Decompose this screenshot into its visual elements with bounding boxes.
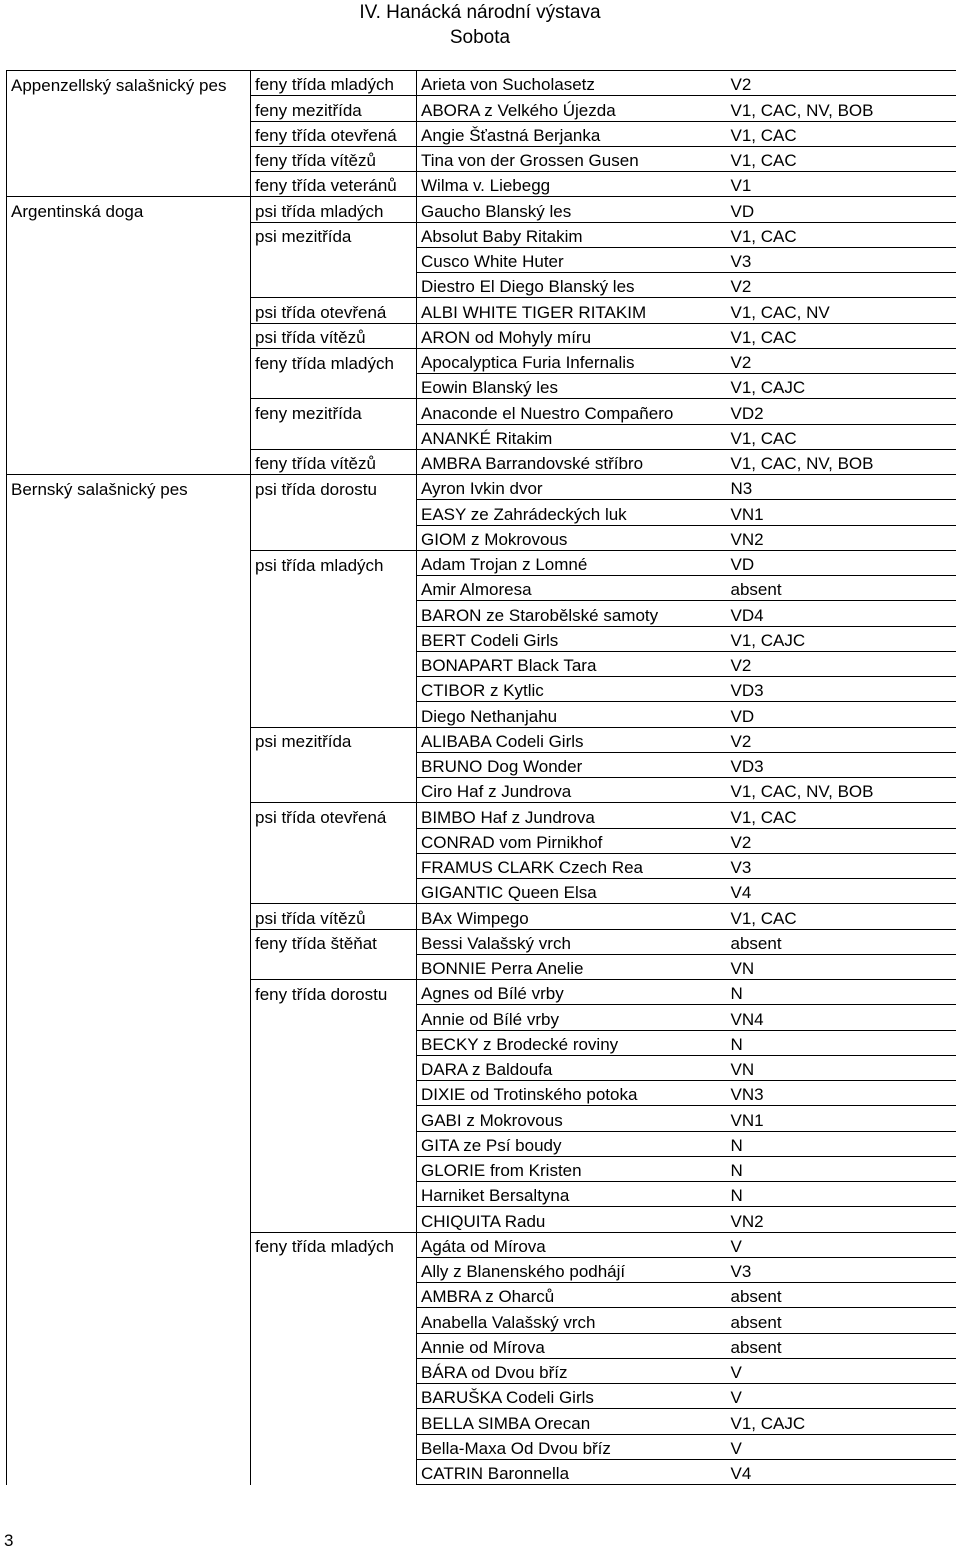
result-cell: V1, CAC bbox=[727, 146, 956, 171]
table-row bbox=[7, 1409, 956, 1434]
breed-cell bbox=[7, 298, 251, 323]
class-cell bbox=[251, 1409, 417, 1434]
table-row bbox=[7, 727, 956, 752]
result-cell: V1, CAJC bbox=[727, 626, 956, 651]
results-table-body bbox=[7, 71, 956, 1485]
class-cell: psi třída mladých bbox=[251, 197, 417, 222]
table-row bbox=[7, 475, 956, 500]
table-row bbox=[7, 1308, 956, 1333]
dog-name-cell: Wilma v. Liebegg bbox=[417, 172, 727, 197]
breed-cell bbox=[7, 1156, 251, 1181]
class-cell: psi třída vítězů bbox=[251, 323, 417, 348]
table-row bbox=[7, 500, 956, 525]
dog-name-cell: Harniket Bersaltyna bbox=[417, 1182, 727, 1207]
result-cell: V3 bbox=[727, 247, 956, 272]
class-cell bbox=[251, 1308, 417, 1333]
table-row bbox=[7, 1333, 956, 1358]
result-cell: V bbox=[727, 1434, 956, 1459]
result-cell: VD3 bbox=[727, 752, 956, 777]
table-row bbox=[7, 374, 956, 399]
class-cell: psi třída vítězů bbox=[251, 904, 417, 929]
result-cell: V1, CAC, NV bbox=[727, 298, 956, 323]
result-cell: VD bbox=[727, 702, 956, 727]
result-cell: VN bbox=[727, 954, 956, 979]
dog-name-cell: Agáta od Mírova bbox=[417, 1232, 727, 1257]
table-row bbox=[7, 1257, 956, 1282]
result-cell: V1, CAC bbox=[727, 424, 956, 449]
table-row bbox=[7, 1106, 956, 1131]
result-cell: N bbox=[727, 1182, 956, 1207]
breed-cell bbox=[7, 1257, 251, 1282]
dog-name-cell: CONRAD vom Pirnikhof bbox=[417, 828, 727, 853]
class-cell: feny třída mladých bbox=[251, 1232, 417, 1257]
breed-cell bbox=[7, 247, 251, 272]
page-number: 3 bbox=[4, 1531, 14, 1550]
class-cell: psi mezitřída bbox=[251, 222, 417, 247]
breed-cell: Bernský salašnický pes bbox=[7, 475, 251, 500]
class-cell bbox=[251, 1081, 417, 1106]
class-cell bbox=[251, 1106, 417, 1131]
class-cell bbox=[251, 1434, 417, 1459]
dog-name-cell: DIXIE od Trotinského potoka bbox=[417, 1081, 727, 1106]
result-cell: VN4 bbox=[727, 1005, 956, 1030]
class-cell bbox=[251, 702, 417, 727]
breed-cell bbox=[7, 1207, 251, 1232]
table-row bbox=[7, 980, 956, 1005]
table-row bbox=[7, 879, 956, 904]
result-cell: N bbox=[727, 1131, 956, 1156]
dog-name-cell: Ally z Blanenského podhájí bbox=[417, 1257, 727, 1282]
dog-name-cell: GIOM z Mokrovous bbox=[417, 525, 727, 550]
class-cell bbox=[251, 1182, 417, 1207]
result-cell: N bbox=[727, 1030, 956, 1055]
result-cell: V3 bbox=[727, 1257, 956, 1282]
table-row bbox=[7, 778, 956, 803]
breed-cell bbox=[7, 954, 251, 979]
dog-name-cell: Agnes od Bílé vrby bbox=[417, 980, 727, 1005]
result-cell: V1, CAC, NV, BOB bbox=[727, 449, 956, 474]
result-cell: absent bbox=[727, 1283, 956, 1308]
class-cell: feny třída veteránů bbox=[251, 172, 417, 197]
class-cell: psi třída otevřená bbox=[251, 298, 417, 323]
class-cell bbox=[251, 1156, 417, 1181]
table-row bbox=[7, 449, 956, 474]
breed-cell bbox=[7, 1106, 251, 1131]
result-cell: V1, CAC bbox=[727, 222, 956, 247]
dog-name-cell: BELLA SIMBA Orecan bbox=[417, 1409, 727, 1434]
breed-cell bbox=[7, 929, 251, 954]
table-row bbox=[7, 1055, 956, 1080]
class-cell bbox=[251, 1333, 417, 1358]
class-cell: feny třída mladých bbox=[251, 71, 417, 96]
breed-cell bbox=[7, 1081, 251, 1106]
result-cell: V2 bbox=[727, 727, 956, 752]
dog-name-cell: GITA ze Psí boudy bbox=[417, 1131, 727, 1156]
breed-cell bbox=[7, 651, 251, 676]
table-row bbox=[7, 576, 956, 601]
breed-cell bbox=[7, 601, 251, 626]
dog-name-cell: Bessi Valašský vrch bbox=[417, 929, 727, 954]
table-row bbox=[7, 828, 956, 853]
dog-name-cell: BARUŠKA Codeli Girls bbox=[417, 1384, 727, 1409]
breed-cell bbox=[7, 1182, 251, 1207]
dog-name-cell: Amir Almoresa bbox=[417, 576, 727, 601]
breed-cell bbox=[7, 348, 251, 373]
result-cell: VD4 bbox=[727, 601, 956, 626]
breed-cell bbox=[7, 1459, 251, 1484]
result-cell: VD2 bbox=[727, 399, 956, 424]
breed-cell bbox=[7, 146, 251, 171]
result-cell: V1, CAC bbox=[727, 803, 956, 828]
class-cell bbox=[251, 1384, 417, 1409]
result-cell: VD3 bbox=[727, 677, 956, 702]
class-cell: feny mezitřída bbox=[251, 96, 417, 121]
class-cell bbox=[251, 778, 417, 803]
class-cell bbox=[251, 752, 417, 777]
breed-cell bbox=[7, 576, 251, 601]
result-cell: V2 bbox=[727, 828, 956, 853]
breed-cell bbox=[7, 449, 251, 474]
dog-name-cell: Absolut Baby Ritakim bbox=[417, 222, 727, 247]
class-cell bbox=[251, 1283, 417, 1308]
class-cell: feny třída dorostu bbox=[251, 980, 417, 1005]
breed-cell bbox=[7, 626, 251, 651]
dog-name-cell: BAx Wimpego bbox=[417, 904, 727, 929]
table-row bbox=[7, 1459, 956, 1484]
table-row bbox=[7, 96, 956, 121]
table-row bbox=[7, 1131, 956, 1156]
table-row bbox=[7, 1156, 956, 1181]
breed-cell bbox=[7, 1434, 251, 1459]
breed-cell bbox=[7, 1333, 251, 1358]
result-cell: V bbox=[727, 1358, 956, 1383]
class-cell bbox=[251, 677, 417, 702]
breed-cell bbox=[7, 1055, 251, 1080]
result-cell: V1, CAC, NV, BOB bbox=[727, 778, 956, 803]
result-cell: VN3 bbox=[727, 1081, 956, 1106]
class-cell: feny třída otevřená bbox=[251, 121, 417, 146]
dog-name-cell: Eowin Blanský les bbox=[417, 374, 727, 399]
result-cell: V3 bbox=[727, 853, 956, 878]
table-row bbox=[7, 525, 956, 550]
breed-cell bbox=[7, 525, 251, 550]
dog-name-cell: Apocalyptica Furia Infernalis bbox=[417, 348, 727, 373]
table-row bbox=[7, 929, 956, 954]
dog-name-cell: BECKY z Brodecké roviny bbox=[417, 1030, 727, 1055]
result-cell: V1, CAJC bbox=[727, 374, 956, 399]
table-row bbox=[7, 247, 956, 272]
table-row bbox=[7, 904, 956, 929]
dog-name-cell: Gaucho Blanský les bbox=[417, 197, 727, 222]
table-row bbox=[7, 222, 956, 247]
dog-name-cell: Angie Šťastná Berjanka bbox=[417, 121, 727, 146]
dog-name-cell: ABORA z Velkého Újezda bbox=[417, 96, 727, 121]
table-row bbox=[7, 954, 956, 979]
dog-name-cell: Tina von der Grossen Gusen bbox=[417, 146, 727, 171]
class-cell: feny třída mladých bbox=[251, 348, 417, 373]
breed-cell: Argentinská doga bbox=[7, 197, 251, 222]
result-cell: N bbox=[727, 1156, 956, 1181]
breed-cell bbox=[7, 778, 251, 803]
breed-cell bbox=[7, 1131, 251, 1156]
dog-name-cell: BONNIE Perra Anelie bbox=[417, 954, 727, 979]
dog-name-cell: AMBRA z Oharců bbox=[417, 1283, 727, 1308]
breed-cell bbox=[7, 828, 251, 853]
table-row bbox=[7, 1384, 956, 1409]
table-row bbox=[7, 1005, 956, 1030]
breed-cell bbox=[7, 980, 251, 1005]
class-cell bbox=[251, 853, 417, 878]
table-row bbox=[7, 71, 956, 96]
dog-name-cell: Annie od Bílé vrby bbox=[417, 1005, 727, 1030]
breed-cell bbox=[7, 121, 251, 146]
breed-cell bbox=[7, 702, 251, 727]
class-cell: feny třída vítězů bbox=[251, 146, 417, 171]
result-cell: VN bbox=[727, 1055, 956, 1080]
page-title: IV. Hanácká národní výstava bbox=[359, 2, 601, 23]
breed-cell bbox=[7, 399, 251, 424]
dog-name-cell: Anabella Valašský vrch bbox=[417, 1308, 727, 1333]
result-cell: VD bbox=[727, 197, 956, 222]
dog-name-cell: Ayron Ivkin dvor bbox=[417, 475, 727, 500]
class-cell bbox=[251, 424, 417, 449]
breed-cell bbox=[7, 879, 251, 904]
table-row bbox=[7, 323, 956, 348]
breed-cell bbox=[7, 727, 251, 752]
result-cell: absent bbox=[727, 576, 956, 601]
class-cell bbox=[251, 1358, 417, 1383]
table-row bbox=[7, 197, 956, 222]
breed-cell bbox=[7, 677, 251, 702]
result-cell: N bbox=[727, 980, 956, 1005]
class-cell: psi třída dorostu bbox=[251, 475, 417, 500]
dog-name-cell: GIGANTIC Queen Elsa bbox=[417, 879, 727, 904]
table-row bbox=[7, 1358, 956, 1383]
class-cell: feny třída štěňat bbox=[251, 929, 417, 954]
breed-cell bbox=[7, 273, 251, 298]
breed-cell bbox=[7, 323, 251, 348]
result-cell: V2 bbox=[727, 348, 956, 373]
table-row bbox=[7, 121, 956, 146]
dog-name-cell: BERT Codeli Girls bbox=[417, 626, 727, 651]
result-cell: VN1 bbox=[727, 1106, 956, 1131]
table-row bbox=[7, 1283, 956, 1308]
breed-cell bbox=[7, 424, 251, 449]
dog-name-cell: Adam Trojan z Lomné bbox=[417, 550, 727, 575]
result-cell: VD bbox=[727, 550, 956, 575]
dog-name-cell: CTIBOR z Kytlic bbox=[417, 677, 727, 702]
breed-cell bbox=[7, 853, 251, 878]
class-cell bbox=[251, 1131, 417, 1156]
dog-name-cell: CATRIN Baronnella bbox=[417, 1459, 727, 1484]
breed-cell bbox=[7, 1030, 251, 1055]
result-cell: V2 bbox=[727, 273, 956, 298]
result-cell: V1, CAC bbox=[727, 323, 956, 348]
breed-cell bbox=[7, 96, 251, 121]
table-row bbox=[7, 550, 956, 575]
table-row bbox=[7, 1081, 956, 1106]
class-cell bbox=[251, 1207, 417, 1232]
result-cell: V1, CAC bbox=[727, 121, 956, 146]
result-cell: V1, CAJC bbox=[727, 1409, 956, 1434]
table-row bbox=[7, 1232, 956, 1257]
dog-name-cell: GABI z Mokrovous bbox=[417, 1106, 727, 1131]
class-cell bbox=[251, 525, 417, 550]
result-cell: VN1 bbox=[727, 500, 956, 525]
dog-name-cell: ARON od Mohyly míru bbox=[417, 323, 727, 348]
results-table bbox=[6, 70, 956, 1485]
dog-name-cell: EASY ze Zahrádeckých luk bbox=[417, 500, 727, 525]
dog-name-cell: Diestro El Diego Blanský les bbox=[417, 273, 727, 298]
dog-name-cell: Diego Nethanjahu bbox=[417, 702, 727, 727]
dog-name-cell: GLORIE from Kristen bbox=[417, 1156, 727, 1181]
table-row bbox=[7, 348, 956, 373]
result-cell: absent bbox=[727, 929, 956, 954]
table-row bbox=[7, 1030, 956, 1055]
dog-name-cell: Arieta von Sucholasetz bbox=[417, 71, 727, 96]
result-cell: V bbox=[727, 1384, 956, 1409]
result-cell: V2 bbox=[727, 651, 956, 676]
class-cell bbox=[251, 828, 417, 853]
class-cell bbox=[251, 247, 417, 272]
class-cell bbox=[251, 273, 417, 298]
dog-name-cell: ANANKÉ Ritakim bbox=[417, 424, 727, 449]
dog-name-cell: Bella-Maxa Od Dvou bříz bbox=[417, 1434, 727, 1459]
breed-cell bbox=[7, 500, 251, 525]
breed-cell bbox=[7, 1232, 251, 1257]
dog-name-cell: BRUNO Dog Wonder bbox=[417, 752, 727, 777]
class-cell: psi třída otevřená bbox=[251, 803, 417, 828]
table-row bbox=[7, 424, 956, 449]
breed-cell bbox=[7, 1384, 251, 1409]
table-row bbox=[7, 298, 956, 323]
dog-name-cell: ALIBABA Codeli Girls bbox=[417, 727, 727, 752]
result-cell: V4 bbox=[727, 879, 956, 904]
table-row bbox=[7, 172, 956, 197]
result-cell: absent bbox=[727, 1308, 956, 1333]
table-row bbox=[7, 677, 956, 702]
breed-cell bbox=[7, 1358, 251, 1383]
dog-name-cell: Anaconde el Nuestro Compañero bbox=[417, 399, 727, 424]
dog-name-cell: DARA z Baldoufa bbox=[417, 1055, 727, 1080]
table-row bbox=[7, 1207, 956, 1232]
table-row bbox=[7, 273, 956, 298]
class-cell bbox=[251, 500, 417, 525]
table-row bbox=[7, 146, 956, 171]
class-cell bbox=[251, 651, 417, 676]
class-cell bbox=[251, 879, 417, 904]
page-header bbox=[0, 0, 960, 50]
class-cell bbox=[251, 1055, 417, 1080]
breed-cell bbox=[7, 803, 251, 828]
breed-cell bbox=[7, 1409, 251, 1434]
table-row bbox=[7, 1182, 956, 1207]
table-row bbox=[7, 853, 956, 878]
page-subtitle: Sobota bbox=[449, 27, 511, 48]
dog-name-cell: Annie od Mírova bbox=[417, 1333, 727, 1358]
result-cell: V2 bbox=[727, 71, 956, 96]
result-cell: N3 bbox=[727, 475, 956, 500]
class-cell bbox=[251, 576, 417, 601]
table-row bbox=[7, 1434, 956, 1459]
result-cell: V bbox=[727, 1232, 956, 1257]
class-cell bbox=[251, 1005, 417, 1030]
breed-cell bbox=[7, 752, 251, 777]
result-cell: VN2 bbox=[727, 525, 956, 550]
dog-name-cell: ALBI WHITE TIGER RITAKIM bbox=[417, 298, 727, 323]
breed-cell bbox=[7, 1005, 251, 1030]
class-cell bbox=[251, 1459, 417, 1484]
class-cell bbox=[251, 601, 417, 626]
class-cell bbox=[251, 1030, 417, 1055]
class-cell bbox=[251, 1257, 417, 1282]
class-cell: psi mezitřída bbox=[251, 727, 417, 752]
table-row bbox=[7, 702, 956, 727]
table-row bbox=[7, 601, 956, 626]
dog-name-cell: Ciro Haf z Jundrova bbox=[417, 778, 727, 803]
table-row bbox=[7, 399, 956, 424]
class-cell bbox=[251, 954, 417, 979]
result-cell: V1, CAC, NV, BOB bbox=[727, 96, 956, 121]
result-cell: V1 bbox=[727, 172, 956, 197]
dog-name-cell: BIMBO Haf z Jundrova bbox=[417, 803, 727, 828]
class-cell bbox=[251, 626, 417, 651]
table-row bbox=[7, 651, 956, 676]
breed-cell: Appenzellský salašnický pes bbox=[7, 71, 251, 96]
dog-name-cell: BARON ze Starobělské samoty bbox=[417, 601, 727, 626]
dog-name-cell: AMBRA Barrandovské stříbro bbox=[417, 449, 727, 474]
breed-cell bbox=[7, 222, 251, 247]
dog-name-cell: FRAMUS CLARK Czech Rea bbox=[417, 853, 727, 878]
dog-name-cell: CHIQUITA Radu bbox=[417, 1207, 727, 1232]
result-cell: VN2 bbox=[727, 1207, 956, 1232]
class-cell: feny třída vítězů bbox=[251, 449, 417, 474]
breed-cell bbox=[7, 550, 251, 575]
class-cell: feny mezitřída bbox=[251, 399, 417, 424]
table-row bbox=[7, 803, 956, 828]
table-row bbox=[7, 752, 956, 777]
result-cell: V1, CAC bbox=[727, 904, 956, 929]
result-cell: absent bbox=[727, 1333, 956, 1358]
breed-cell bbox=[7, 1308, 251, 1333]
class-cell: psi třída mladých bbox=[251, 550, 417, 575]
table-row bbox=[7, 626, 956, 651]
dog-name-cell: BONAPART Black Tara bbox=[417, 651, 727, 676]
result-cell: V4 bbox=[727, 1459, 956, 1484]
breed-cell bbox=[7, 172, 251, 197]
breed-cell bbox=[7, 1283, 251, 1308]
class-cell bbox=[251, 374, 417, 399]
breed-cell bbox=[7, 904, 251, 929]
breed-cell bbox=[7, 374, 251, 399]
dog-name-cell: BÁRA od Dvou bříz bbox=[417, 1358, 727, 1383]
dog-name-cell: Cusco White Huter bbox=[417, 247, 727, 272]
